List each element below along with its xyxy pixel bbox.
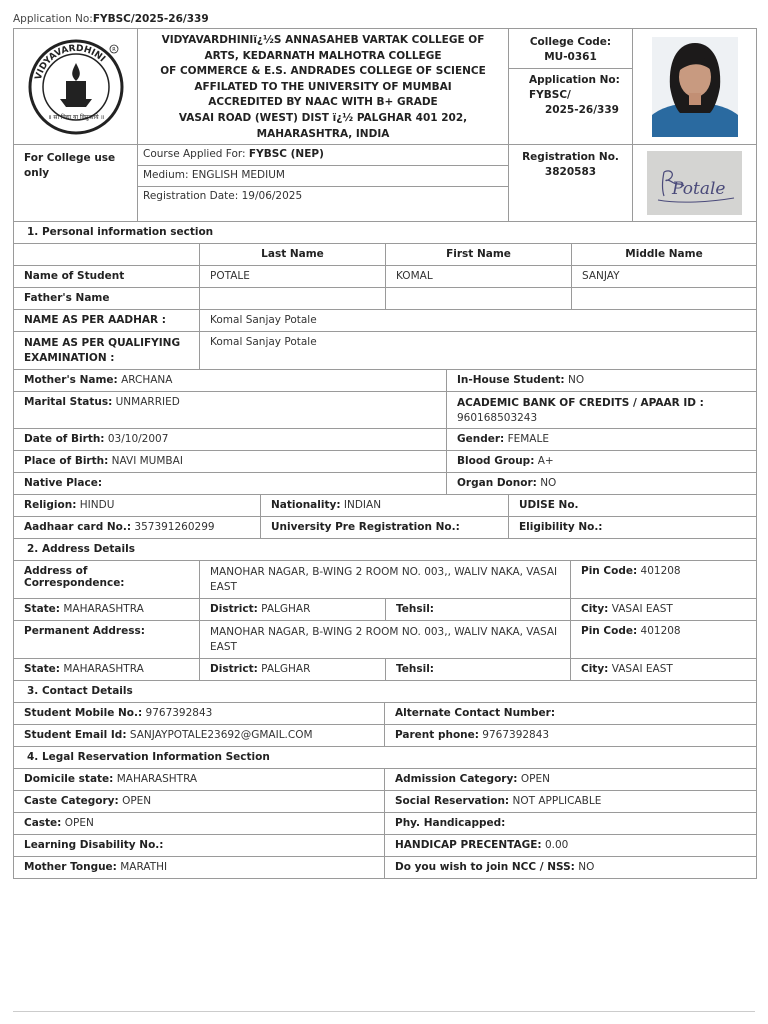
header-line: OF COMMERCE & E.S. ANDRADES COLLEGE OF SCIENCE (160, 65, 486, 78)
college-logo (14, 29, 138, 144)
parent-phone: Parent phone: 9767392843 (395, 729, 550, 741)
aadhar-name-label: NAME AS PER AADHAR : (14, 310, 200, 331)
student-email: Student Email Id: SANJAYPOTALE23692@GMAIL.COM (14, 725, 385, 746)
college-code-box (509, 29, 633, 144)
father-name-label: Father's Name (14, 288, 200, 309)
abc-id: ACADEMIC BANK OF CREDITS / APAAR ID : 960168503243 (457, 397, 704, 424)
inhouse-student: In-House Student: NO (457, 374, 585, 386)
city: City: VASAI EAST (581, 663, 673, 675)
student-name-label: Name of Student (14, 266, 200, 287)
signature-image (647, 151, 742, 215)
header-line: VASAI ROAD (WEST) DIST ï¿½ PALGHAR 401 202, (178, 111, 468, 124)
religion: Religion: HINDU (14, 495, 261, 516)
state: State: MAHARASHTRA (14, 659, 200, 680)
qualifying-name-value: Komal Sanjay Potale (210, 336, 317, 348)
header-line: ARTS, KEDARNATH MALHOTRA COLLEGE (204, 49, 442, 62)
col-middle-name: Middle Name (625, 248, 703, 260)
section-personal: 1. Personal information section (27, 226, 214, 238)
registration-no-label: Registration No. (522, 151, 619, 163)
application-number-top: Application No:FYBSC/2025-26/339 (13, 13, 209, 25)
admission-form (13, 28, 757, 879)
blood-group: Blood Group: A+ (457, 455, 554, 467)
district: District: PALGHAR (200, 599, 386, 620)
pin-code: Pin Code: 401208 (581, 625, 681, 637)
first-name-value: KOMAL (386, 266, 572, 287)
caste-category: Caste Category: OPEN (14, 791, 385, 812)
application-no-label: Application No: (529, 74, 620, 86)
col-first-name: First Name (386, 244, 572, 265)
state: State: MAHARASHTRA (14, 599, 200, 620)
university-pre-registration: University Pre Registration No.: (261, 517, 509, 538)
qualifying-name-label: NAME AS PER QUALIFYING EXAMINATION : (14, 332, 200, 369)
last-name-value: POTALE (200, 266, 386, 287)
header-line: ACCREDITED BY NAAC WITH B+ GRADE (208, 96, 438, 109)
medium: Medium: ENGLISH MEDIUM (138, 166, 508, 187)
signature-box (633, 145, 756, 221)
organ-donor: Organ Donor: NO (457, 477, 557, 489)
mother-tongue: Mother Tongue: MARATHI (14, 857, 385, 878)
svg-text:Potale: Potale (671, 179, 725, 199)
registration-no-box (509, 145, 633, 221)
native-place: Native Place: (14, 473, 447, 494)
student-photo-image (652, 37, 738, 137)
gender: Gender: FEMALE (457, 433, 549, 445)
correspondence-address-value: MANOHAR NAGAR, B-WING 2 ROOM NO. 003,, WALIV NAKA, VASAI EAST (200, 561, 571, 598)
svg-text:R: R (111, 46, 116, 53)
correspondence-address-label: Address of Correspondence: (14, 561, 200, 598)
date-of-birth: Date of Birth: 03/10/2007 (14, 429, 447, 450)
svg-text:VIDYAVARDHINI: VIDYAVARDHINI (33, 43, 107, 81)
permanent-address-label: Permanent Address: (14, 621, 200, 658)
college-code-value: MU-0361 (544, 51, 597, 63)
registration-no-value: 3820583 (544, 166, 597, 178)
application-no-part1: FYBSC/ (529, 89, 571, 101)
header-line: AFFILATED TO THE UNIVERSITY OF MUMBAI (194, 80, 452, 93)
physically-handicapped: Phy. Handicapped: (395, 817, 506, 829)
ncc-nss: Do you wish to join NCC / NSS: NO (395, 861, 595, 873)
college-name-header (138, 29, 509, 144)
header-line: VIDYAVARDHINIï¿½S ANNASAHEB VARTAK COLLEGE OF (161, 34, 485, 46)
middle-name-value: SANJAY (582, 270, 620, 282)
registration-date: Registration Date: 19/06/2025 (143, 190, 303, 202)
learning-disability: Learning Disability No.: (14, 835, 385, 856)
handicap-percentage: HANDICAP PRECENTAGE: 0.00 (395, 839, 569, 851)
section-legal: 4. Legal Reservation Information Section (27, 751, 270, 763)
aadhar-name-value: Komal Sanjay Potale (210, 314, 317, 326)
tehsil: Tehsil: (386, 599, 571, 620)
section-contact: 3. Contact Details (27, 685, 133, 697)
svg-text:॥ सा विद्या या विमुक्तये ॥: ॥ सा विद्या या विमुक्तये ॥ (47, 113, 104, 121)
district: District: PALGHAR (200, 659, 386, 680)
college-logo-icon (26, 37, 126, 137)
admission-category: Admission Category: OPEN (395, 773, 550, 785)
student-photo (633, 29, 756, 144)
caste: Caste: OPEN (14, 813, 385, 834)
city: City: VASAI EAST (581, 603, 673, 615)
permanent-address-value: MANOHAR NAGAR, B-WING 2 ROOM NO. 003,, WALIV NAKA, VASAI EAST (200, 621, 571, 658)
domicile-state: Domicile state: MAHARASHTRA (14, 769, 385, 790)
place-of-birth: Place of Birth: NAVI MUMBAI (14, 451, 447, 472)
marital-status: Marital Status: UNMARRIED (14, 392, 447, 428)
course-applied: Course Applied For: FYBSC (NEP) (138, 145, 508, 166)
pin-code: Pin Code: 401208 (581, 565, 681, 577)
udise-no: UDISE No. (519, 499, 579, 511)
course-details (138, 145, 509, 221)
alternate-contact: Alternate Contact Number: (395, 707, 556, 719)
application-no-part2: 2025-26/339 (545, 104, 619, 116)
tehsil: Tehsil: (386, 659, 571, 680)
section-address: 2. Address Details (27, 543, 135, 555)
eligibility-no: Eligibility No.: (519, 521, 603, 533)
aadhaar-card-no: Aadhaar card No.: 357391260299 (14, 517, 261, 538)
page-divider (13, 1011, 755, 1012)
col-last-name: Last Name (200, 244, 386, 265)
college-use-label: For College use only (14, 145, 138, 221)
mother-name: Mother's Name: ARCHANA (14, 370, 447, 391)
nationality: Nationality: INDIAN (261, 495, 509, 516)
social-reservation: Social Reservation: NOT APPLICABLE (395, 795, 602, 807)
college-code-label: College Code: (529, 36, 612, 48)
header-line: MAHARASHTRA, INDIA (256, 127, 390, 140)
student-mobile: Student Mobile No.: 9767392843 (14, 703, 385, 724)
